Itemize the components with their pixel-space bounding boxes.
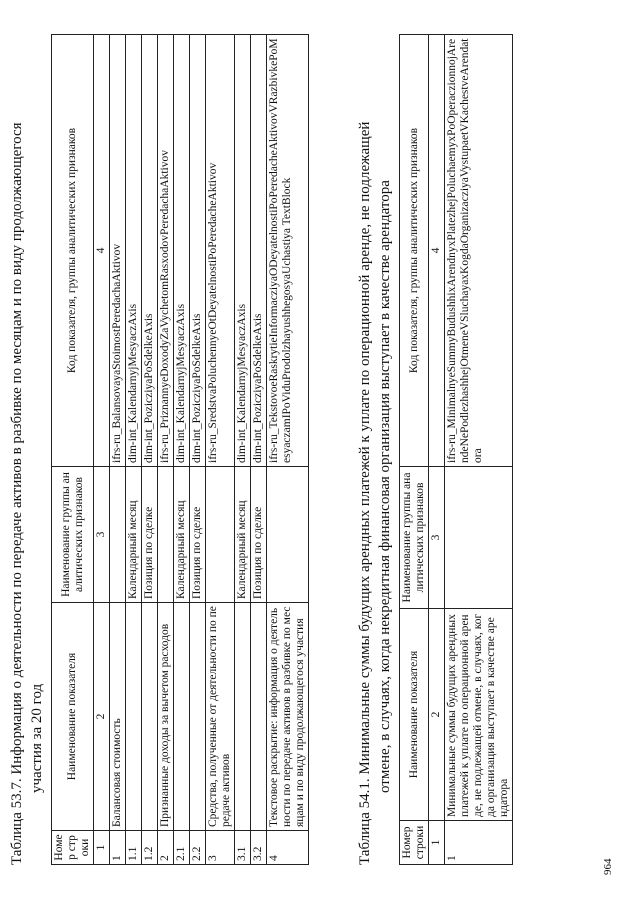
column-header: Код показателя, группы аналитических признаков [52, 35, 94, 467]
table-cell [251, 603, 267, 831]
table-row [126, 35, 142, 865]
table-cell: dim-int_PozicziyaPoSdelkeAxis [190, 35, 206, 467]
table-cell: 2 [158, 831, 174, 865]
column-number: 2 [429, 609, 445, 821]
header-row [52, 35, 94, 865]
column-header: Номер строки [400, 821, 429, 865]
table-cell: Текстовое раскрытие: информация о деятельности по передаче активов в разбивке по месяцам и по виду продолжающегося участия [267, 603, 309, 831]
table-cell [206, 467, 235, 603]
table-row [251, 35, 267, 865]
column-header: Код показателя, группы аналитических признаков [400, 35, 429, 467]
table-row [142, 35, 158, 865]
column-number-row [429, 35, 445, 865]
table-54-1-caption-line1: Таблица 54.1. Минимальные суммы будущих арендных платежей к уплате по операционной аренде, не подлежащей [357, 121, 373, 865]
table-cell: Календарный месяц [235, 467, 251, 603]
table-53-7 [51, 34, 309, 865]
table-cell [158, 467, 174, 603]
column-header: Наименование показателя [400, 609, 429, 821]
table-cell: ifrs-ru_MinimalnyeSummyBudushhixArendnyxPlatezhejPoluchaemyxPoOperaczionnojArendeNePodlezhashhejOtmeneVSluchayaxKogdaOrganizacziyaVystupaetVKachestveArendatora [445, 35, 513, 467]
table-cell: dim-int_KalendarnyjMesyaczAxis [235, 35, 251, 467]
table-cell: Средства, полученные от деятельности по передаче активов [206, 603, 235, 831]
table-54-1-caption-line2: отмене, в случаях, когда некредитная финансовая организация выступает в качестве арендатора [377, 180, 393, 793]
table-row [445, 35, 513, 865]
table-cell: dim-int_KalendarnyjMesyaczAxis [174, 35, 190, 467]
table-row [206, 35, 235, 865]
table-row [174, 35, 190, 865]
table-cell [142, 603, 158, 831]
table-cell: 1 [110, 831, 126, 865]
table-cell: dim-int_PozicziyaPoSdelkeAxis [142, 35, 158, 467]
table-row [267, 35, 309, 865]
table-cell: Балансовая стоимость [110, 603, 126, 831]
column-number: 2 [94, 603, 110, 831]
table-cell: 4 [267, 831, 309, 865]
table-cell: 3.2 [251, 831, 267, 865]
table-cell: 3 [206, 831, 235, 865]
column-number: 3 [429, 467, 445, 609]
column-number-row [94, 35, 110, 865]
table-cell: ifrs-ru_PriznannyeDoxodyZaVychetomRasxodovPeredachaAktivov [158, 35, 174, 467]
column-number: 1 [94, 831, 110, 865]
column-header: Наименование группы аналитических признаков [52, 467, 94, 603]
table-cell: ifrs-ru_SredstvaPoluchennyeOtDeyatelnostiPoPeredacheAktivov [206, 35, 235, 467]
table-cell: Позиция по сделке [251, 467, 267, 603]
table-row [235, 35, 251, 865]
column-header: Наименование группы аналитических признаков [400, 467, 429, 609]
column-number: 1 [429, 821, 445, 865]
table-cell [190, 603, 206, 831]
table-cell: dim-int_PozicziyaPoSdelkeAxis [251, 35, 267, 467]
table-cell: ifrs-ru_BalansovayaStoimostPeredachaAktivov [110, 35, 126, 467]
table-53-7-caption-line1: Таблица 53.7. Информация о деятельности по передаче активов в разбивке по месяцам и по виду продолжающегося [9, 122, 25, 865]
table-cell: ifrs-ru_TekstovoeRaskrytieInformacziyaODeyatelnostiPoPeredacheAktivovVRazbivkePoMesyaczamIPoViduProdolzhayushhegosyaUchastiya TextBlock [267, 35, 309, 467]
table-cell: 3.1 [235, 831, 251, 865]
table-cell [126, 603, 142, 831]
table-cell [267, 467, 309, 603]
table-cell [445, 467, 513, 609]
table-cell: 1 [445, 821, 513, 865]
page-number: 964 [602, 858, 614, 875]
table-row [110, 35, 126, 865]
table-row [158, 35, 174, 865]
table-cell [174, 603, 190, 831]
column-header: Наименование показателя [52, 603, 94, 831]
table-53-7-caption-line2: участия за 20 год [29, 683, 45, 793]
table-cell: Календарный месяц [126, 467, 142, 603]
table-row [190, 35, 206, 865]
column-header: Номер строки [52, 831, 94, 865]
column-number: 4 [429, 35, 445, 467]
table-cell: Позиция по сделке [190, 467, 206, 603]
table-cell: 1.2 [142, 831, 158, 865]
table-cell [235, 603, 251, 831]
table-cell: Минимальные суммы будущих арендных платежей к уплате по операционной аренде, не подлежащей отмене, в случаях, когда организация выступает в качестве арендатора [445, 609, 513, 821]
table-cell: Календарный месяц [174, 467, 190, 603]
table-cell: 1.1 [126, 831, 142, 865]
header-row [400, 35, 429, 865]
table-54-1 [399, 34, 513, 865]
table-cell: 2.2 [190, 831, 206, 865]
column-number: 3 [94, 467, 110, 603]
table-cell: dim-int_KalendarnyjMesyaczAxis [126, 35, 142, 467]
table-cell: Позиция по сделке [142, 467, 158, 603]
table-cell: 2.1 [174, 831, 190, 865]
column-number: 4 [94, 35, 110, 467]
table-cell: Признанные доходы за вычетом расходов [158, 603, 174, 831]
table-cell [110, 467, 126, 603]
